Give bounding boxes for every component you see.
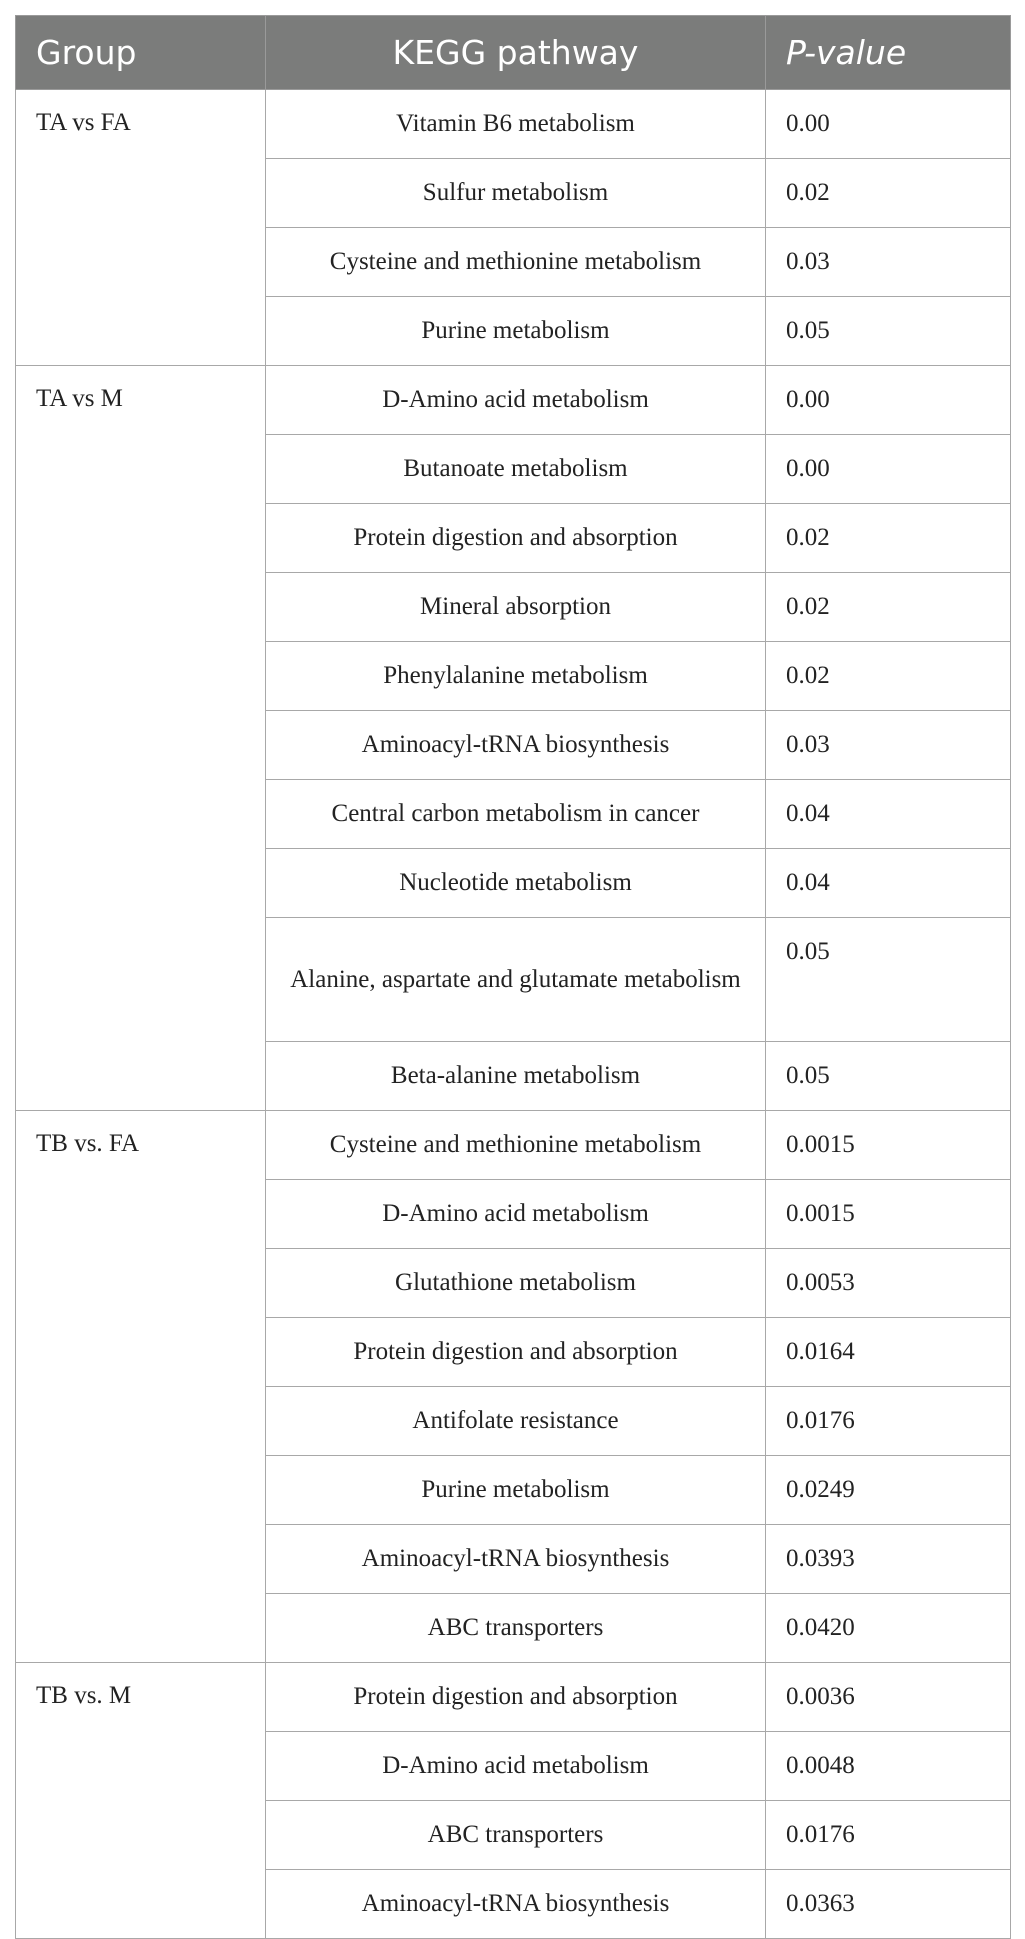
pathway-cell: Protein digestion and absorption [266, 1318, 766, 1387]
pathway-cell: Aminoacyl-tRNA biosynthesis [266, 1525, 766, 1594]
header-row [16, 16, 1011, 90]
table-body [16, 90, 1011, 1939]
pathway-cell: D-Amino acid metabolism [266, 1732, 766, 1801]
p-value-cell: 0.05 [766, 1042, 1011, 1111]
table-row [16, 1663, 1011, 1732]
pathway-cell: ABC transporters [266, 1594, 766, 1663]
pathway-cell: D-Amino acid metabolism [266, 1180, 766, 1249]
p-value-cell: 0.0015 [766, 1180, 1011, 1249]
p-value-cell: 0.04 [766, 780, 1011, 849]
p-value-cell: 0.0393 [766, 1525, 1011, 1594]
pathway-cell: Cysteine and methionine metabolism [266, 228, 766, 297]
pathway-cell: Aminoacyl-tRNA biosynthesis [266, 711, 766, 780]
p-value-cell: 0.0036 [766, 1663, 1011, 1732]
pathway-cell: Aminoacyl-tRNA biosynthesis [266, 1870, 766, 1939]
kegg-table-container [15, 15, 1010, 1939]
p-value-cell: 0.05 [766, 918, 1011, 1042]
p-value-cell: 0.03 [766, 228, 1011, 297]
p-value-cell: 0.02 [766, 642, 1011, 711]
p-value-cell: 0.00 [766, 435, 1011, 504]
pathway-cell: Central carbon metabolism in cancer [266, 780, 766, 849]
p-value-cell: 0.0164 [766, 1318, 1011, 1387]
pathway-cell: Purine metabolism [266, 297, 766, 366]
group-label: TA vs M [16, 366, 266, 1111]
p-value-cell: 0.02 [766, 504, 1011, 573]
p-value-cell: 0.03 [766, 711, 1011, 780]
pathway-cell: Sulfur metabolism [266, 159, 766, 228]
p-value-cell: 0.0420 [766, 1594, 1011, 1663]
pathway-cell: Mineral absorption [266, 573, 766, 642]
pathway-cell: Protein digestion and absorption [266, 504, 766, 573]
p-value-cell: 0.0053 [766, 1249, 1011, 1318]
p-value-cell: 0.0249 [766, 1456, 1011, 1525]
pathway-cell: ABC transporters [266, 1801, 766, 1870]
p-value-cell: 0.00 [766, 90, 1011, 159]
p-value-cell: 0.05 [766, 297, 1011, 366]
pathway-cell: Beta-alanine metabolism [266, 1042, 766, 1111]
pathway-cell: Vitamin B6 metabolism [266, 90, 766, 159]
pathway-cell: Butanoate metabolism [266, 435, 766, 504]
p-value-cell: 0.04 [766, 849, 1011, 918]
table-row [16, 366, 1011, 435]
pathway-cell: Protein digestion and absorption [266, 1663, 766, 1732]
p-value-cell: 0.0015 [766, 1111, 1011, 1180]
p-value-cell: 0.02 [766, 573, 1011, 642]
pathway-cell: Antifolate resistance [266, 1387, 766, 1456]
table-header [16, 16, 1011, 90]
header-group: Group [16, 16, 266, 90]
table-row [16, 90, 1011, 159]
p-value-cell: 0.0363 [766, 1870, 1011, 1939]
header-p-value: P-value [766, 16, 1011, 90]
header-kegg-pathway: KEGG pathway [266, 16, 766, 90]
kegg-pathway-table [15, 15, 1011, 1939]
pathway-cell: Alanine, aspartate and glutamate metabolism [266, 918, 766, 1042]
pathway-cell: Nucleotide metabolism [266, 849, 766, 918]
p-value-cell: 0.0048 [766, 1732, 1011, 1801]
p-value-cell: 0.02 [766, 159, 1011, 228]
group-label: TB vs. M [16, 1663, 266, 1939]
p-value-cell: 0.0176 [766, 1801, 1011, 1870]
pathway-cell: Purine metabolism [266, 1456, 766, 1525]
pathway-cell: Cysteine and methionine metabolism [266, 1111, 766, 1180]
group-label: TA vs FA [16, 90, 266, 366]
group-label: TB vs. FA [16, 1111, 266, 1663]
p-value-cell: 0.0176 [766, 1387, 1011, 1456]
table-row [16, 1111, 1011, 1180]
pathway-cell: Phenylalanine metabolism [266, 642, 766, 711]
pathway-cell: Glutathione metabolism [266, 1249, 766, 1318]
pathway-cell: D-Amino acid metabolism [266, 366, 766, 435]
p-value-cell: 0.00 [766, 366, 1011, 435]
